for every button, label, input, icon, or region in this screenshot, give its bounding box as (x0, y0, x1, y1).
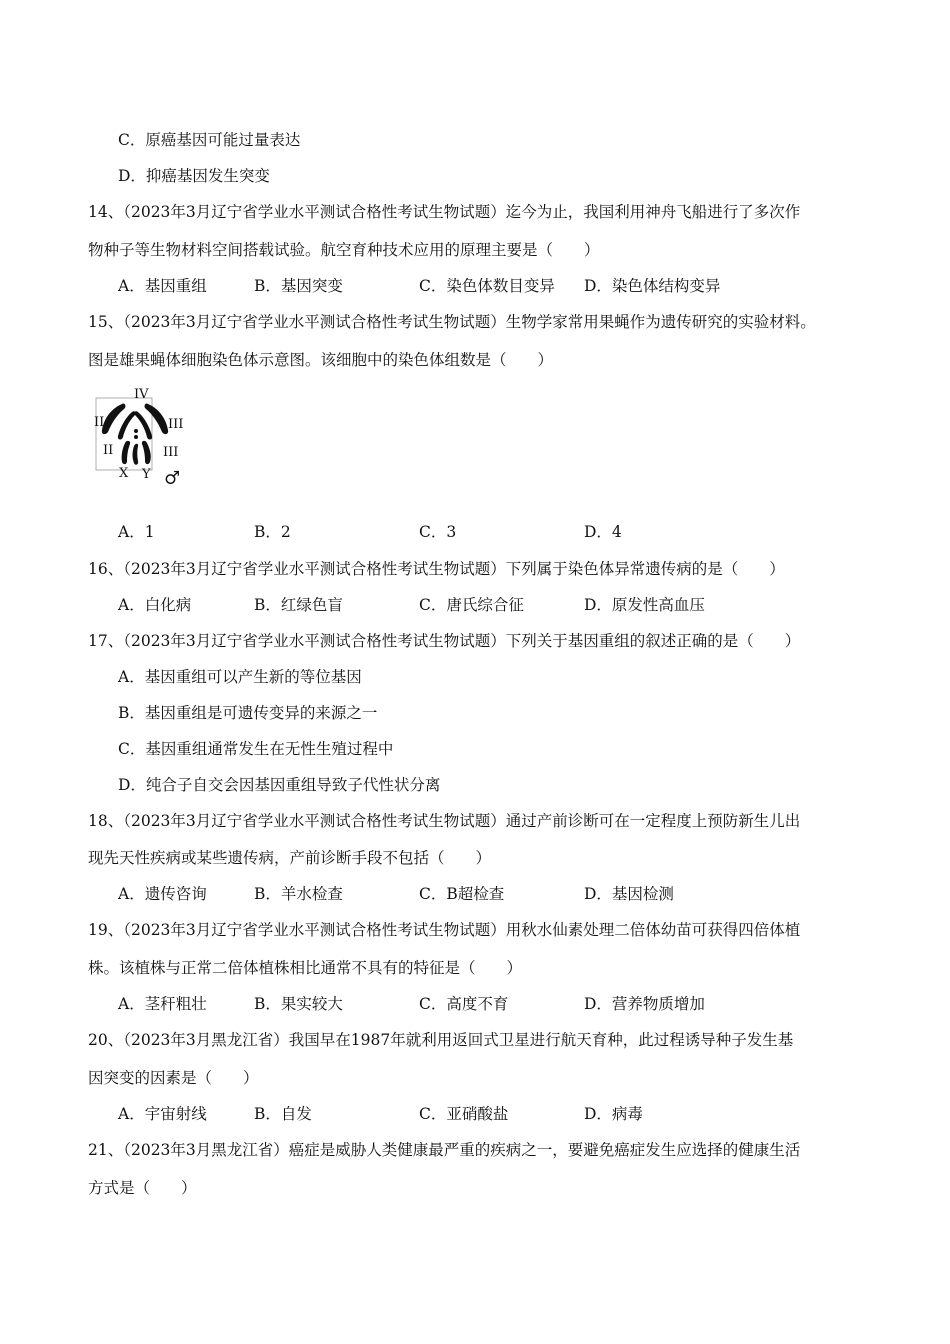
q18-stem-line2: 现先天性疾病或某些遗传病，产前诊断手段不包括（ ） (88, 849, 492, 867)
label-ii-bottom: II (103, 443, 114, 458)
q14-option-a: A．基因重组 (118, 277, 207, 295)
chromosome-x (122, 441, 131, 464)
q19-option-a: A．茎秆粗壮 (118, 995, 207, 1013)
q17-option-b: B．基因重组是可遗传变异的来源之一 (118, 704, 378, 722)
chromosome-iv-dot-1 (134, 429, 138, 433)
q18-option-b: B．羊水检查 (254, 885, 343, 903)
q16-option-a: A．白化病 (118, 596, 192, 614)
q20-stem-line2: 因突变的因素是（ ） (88, 1069, 259, 1087)
q20-option-d: D．病毒 (584, 1105, 643, 1123)
q15-stem-line1: 15、（2023年3月辽宁省学业水平测试合格性考试生物试题）生物学家常用果蝇作为遗传研究的实验材料。 (88, 313, 816, 331)
q20-stem-line1: 20、（2023年3月黑龙江省）我国早在1987年就利用返回式卫星进行航天育种，此过程诱导种子发生基 (88, 1031, 794, 1049)
q16-stem: 16、（2023年3月辽宁省学业水平测试合格性考试生物试题）下列属于染色体异常遗传病的是（ ） (88, 560, 785, 578)
label-y: Y (142, 467, 151, 482)
q16-option-c: C．唐氏综合征 (419, 596, 524, 614)
q17-option-a: A．基因重组可以产生新的等位基因 (118, 668, 362, 686)
q14-stem-line2: 物种子等生物材料空间搭载试验。航空育种技术应用的原理主要是（ ） (88, 241, 600, 259)
q14-option-c: C．染色体数目变异 (419, 277, 555, 295)
label-iii-top: III (168, 417, 184, 432)
q18-stem-line1: 18、（2023年3月辽宁省学业水平测试合格性考试生物试题）通过产前诊断可在一定程度上预防新生儿出 (88, 812, 801, 830)
q19-stem-line1: 19、（2023年3月辽宁省学业水平测试合格性考试生物试题）用秋水仙素处理二倍体幼苗可获得四倍体植 (88, 921, 801, 939)
chromosome-y (142, 441, 151, 464)
label-iv: IV (134, 388, 149, 402)
q17-stem: 17、（2023年3月辽宁省学业水平测试合格性考试生物试题）下列关于基因重组的叙述正确的是（ ） (88, 632, 801, 650)
q15-option-a: A．1 (118, 523, 155, 541)
q16-option-d: D．原发性高血压 (584, 596, 705, 614)
q21-stem-line2: 方式是（ ） (88, 1179, 197, 1197)
q18-option-d: D．基因检测 (584, 885, 674, 903)
q19-stem-line2: 株。该植株与正常二倍体植株相比通常不具有的特征是（ ） (88, 959, 523, 977)
q18-option-a: A．遗传咨询 (118, 885, 207, 903)
q20-option-a: A．宇宙射线 (118, 1105, 207, 1123)
q18-option-c: C．B超检查 (419, 885, 505, 903)
q14-option-d: D．染色体结构变异 (584, 277, 721, 295)
label-iii-bottom: III (163, 445, 179, 460)
q13-option-c: C．原癌基因可能过量表达 (118, 131, 301, 149)
q15-stem-line2: 图是雄果蝇体细胞染色体示意图。该细胞中的染色体组数是（ ） (88, 351, 554, 369)
q21-stem-line1: 21、（2023年3月黑龙江省）癌症是威胁人类健康最严重的疾病之一，要避免癌症发生应选择的健康生活 (88, 1141, 801, 1159)
q15-option-c: C．3 (419, 523, 457, 541)
q16-option-b: B．红绿色盲 (254, 596, 343, 614)
label-ii-top: II (94, 415, 105, 430)
q15-option-d: D．4 (584, 523, 622, 541)
q19-option-b: B．果实较大 (254, 995, 343, 1013)
q17-option-d: D．纯合子自交会因基因重组导致子代性状分离 (118, 776, 441, 794)
q19-option-d: D．营养物质增加 (584, 995, 705, 1013)
chromosome-y-arm (133, 444, 139, 465)
q15-option-b: B．2 (254, 523, 291, 541)
male-symbol-icon: ♂ (164, 468, 181, 488)
male-fruitfly-chromosome-figure (92, 388, 192, 488)
q14-option-b: B．基因突变 (254, 277, 343, 295)
q20-option-c: C．亚硝酸盐 (419, 1105, 509, 1123)
q20-option-b: B．自发 (254, 1105, 312, 1123)
label-x: X (119, 466, 129, 481)
chromosome-iv-dot-2 (134, 435, 138, 439)
q17-option-c: C．基因重组通常发生在无性生殖过程中 (118, 740, 394, 758)
q14-stem-line1: 14、（2023年3月辽宁省学业水平测试合格性考试生物试题）迄今为止，我国利用神舟飞船进行了多次作 (88, 203, 801, 221)
q13-option-d: D．抑癌基因发生突变 (118, 167, 270, 185)
chromosome-ii-inner (118, 411, 136, 439)
q19-option-c: C．高度不育 (419, 995, 509, 1013)
